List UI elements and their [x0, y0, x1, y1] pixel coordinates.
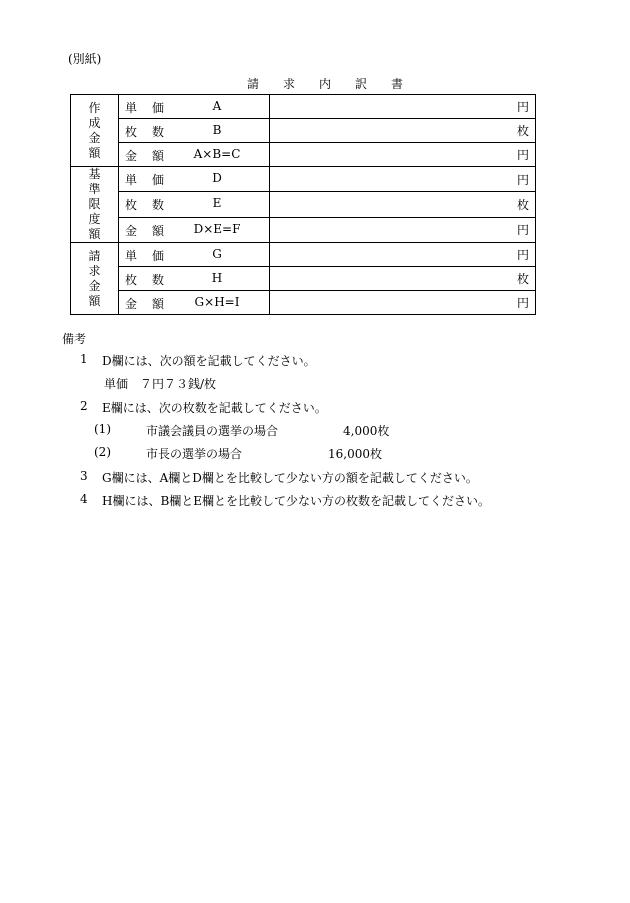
note-text: E欄には、次の枚数を記載してください。 [102, 401, 327, 415]
row-label: 金 額 A×B=C [119, 143, 270, 167]
unit-label: 枚 [516, 197, 529, 212]
note-text: G欄には、A欄とD欄とを比較して少ない方の額を記載してください。 [102, 471, 478, 485]
table-row [71, 267, 536, 291]
group-label-standard-limit: 基準限度額 [71, 167, 119, 243]
table-row [71, 243, 536, 267]
row-label: 金 額 G×H=I [119, 291, 270, 315]
unit-label: 円 [516, 296, 529, 310]
row-label: 枚 数 E [119, 192, 270, 217]
note-subitem-number: (2) [94, 445, 111, 459]
unit-label: 円 [516, 100, 529, 114]
table-row [71, 167, 536, 192]
value-cell[interactable] [270, 267, 536, 291]
annex-label: (別紙) [68, 52, 102, 66]
group-label-production-amount: 作成金額 [71, 95, 119, 167]
note-subtext: 単価 ７円７３銭/枚 [104, 377, 217, 391]
note-text: D欄には、次の額を記載してください。 [102, 354, 316, 368]
value-cell[interactable] [270, 143, 536, 167]
title-char: 書 [390, 77, 403, 91]
note-number: 3 [80, 469, 88, 483]
note-subitem-value: 4,000枚 [343, 424, 390, 438]
note-subitem-text: 市議会議員の選挙の場合 [146, 424, 279, 438]
note-text: H欄には、B欄とE欄とを比較して少ない方の枚数を記載してください。 [102, 494, 491, 508]
title-char: 内 [318, 77, 331, 91]
note-number: 2 [80, 399, 88, 413]
title-char: 請 [246, 77, 259, 91]
unit-label: 円 [516, 223, 529, 238]
title-char: 求 [282, 77, 295, 91]
unit-label: 円 [516, 172, 529, 187]
value-cell[interactable] [270, 167, 536, 192]
table-row [71, 95, 536, 119]
note-subitem-number: (1) [94, 422, 111, 436]
invoice-breakdown-table [70, 94, 536, 315]
table-row [71, 192, 536, 217]
note-subitem-text: 市長の選挙の場合 [146, 447, 243, 461]
table-row [71, 217, 536, 242]
unit-label: 枚 [516, 272, 529, 286]
row-label: 単 価 G [119, 243, 270, 267]
value-cell[interactable] [270, 217, 536, 242]
row-label: 金 額 D×E=F [119, 217, 270, 242]
document-title [225, 75, 425, 92]
unit-label: 円 [516, 148, 529, 162]
unit-label: 円 [516, 248, 529, 262]
value-cell[interactable] [270, 119, 536, 143]
row-label: 枚 数 H [119, 267, 270, 291]
value-cell[interactable] [270, 291, 536, 315]
row-label: 単 価 A [119, 95, 270, 119]
note-number: 4 [80, 492, 88, 506]
row-label: 単 価 D [119, 167, 270, 192]
value-cell[interactable] [270, 243, 536, 267]
table-row [71, 291, 536, 315]
value-cell[interactable] [270, 192, 536, 217]
group-label-claim-amount: 請求金額 [71, 243, 119, 315]
note-number: 1 [80, 352, 88, 366]
row-label: 枚 数 B [119, 119, 270, 143]
notes-heading: 備考 [62, 332, 87, 346]
unit-label: 枚 [516, 124, 529, 138]
value-cell[interactable] [270, 95, 536, 119]
title-char: 訳 [354, 77, 367, 91]
table-row [71, 143, 536, 167]
table-row [71, 119, 536, 143]
note-subitem-value: 16,000枚 [328, 447, 382, 461]
